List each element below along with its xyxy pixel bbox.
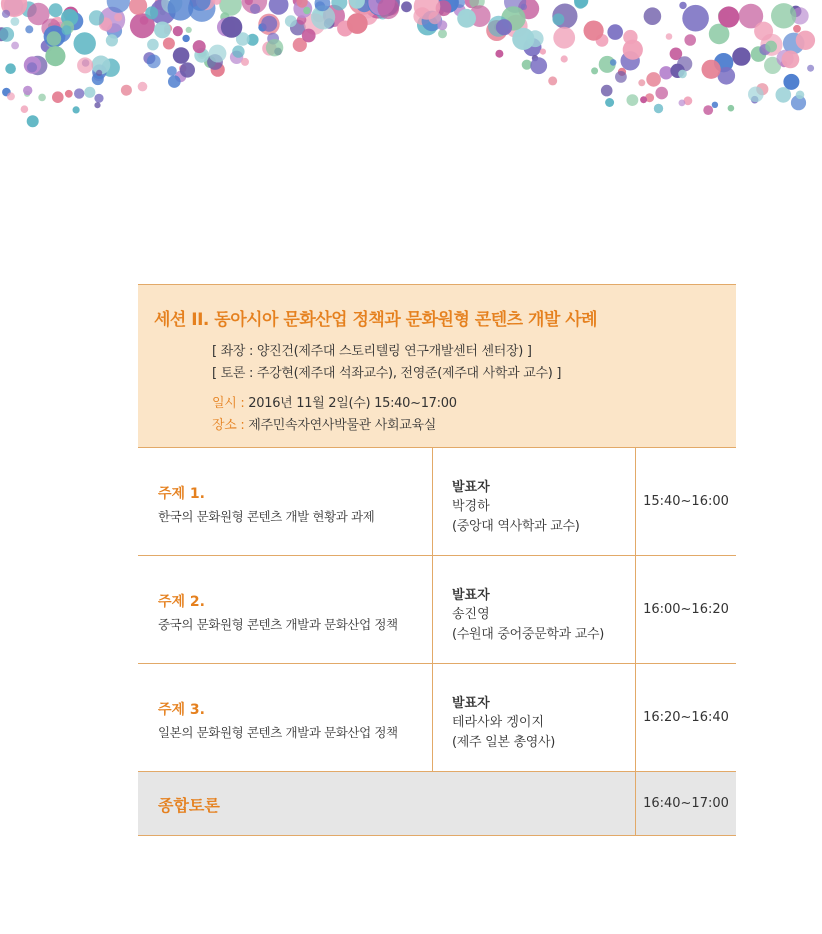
confetti-dot <box>140 16 149 25</box>
session-title: 세션 II. 동아시아 문화산업 정책과 문화원형 콘텐츠 개발 사례 <box>154 310 598 330</box>
confetti-dot <box>250 4 260 14</box>
confetti-dot <box>114 13 122 21</box>
summary-label: 종합토론 <box>158 796 220 815</box>
confetti-dot <box>548 76 557 85</box>
speaker-label: 발표자 <box>452 480 490 495</box>
session-schedule <box>138 284 736 836</box>
confetti-dot <box>457 9 476 28</box>
confetti-dot <box>607 24 623 40</box>
confetti-dot <box>644 7 662 25</box>
confetti-dot <box>561 55 568 62</box>
topic-title: 한국의 문화원형 콘텐츠 개발 현황과 과제 <box>158 509 375 524</box>
confetti-dot <box>65 90 73 98</box>
confetti-dot <box>11 17 20 26</box>
confetti-dot <box>94 102 100 108</box>
confetti-dot <box>167 66 177 76</box>
summary-row <box>138 772 736 836</box>
confetti-dot <box>782 51 800 69</box>
discussion-line: [ 토론 : 주강현(제주대 석좌교수), 전영준(제주대 사학과 교수) ] <box>212 366 562 381</box>
speaker-affiliation: (제주 일본 총영사) <box>452 735 556 750</box>
confetti-dot <box>703 105 713 115</box>
confetti-dot <box>796 91 805 100</box>
confetti-dot <box>712 102 718 108</box>
confetti-dot <box>728 105 735 112</box>
topic-title: 중국의 문화원형 콘텐츠 개발과 문화산업 정책 <box>158 617 398 632</box>
confetti-dot <box>679 100 686 107</box>
confetti-dot <box>25 25 33 33</box>
confetti-dot <box>584 21 604 41</box>
confetti-dot <box>654 104 663 113</box>
speaker-cell <box>433 556 636 663</box>
speaker-name: 테라사와 겡이지 <box>452 715 545 730</box>
chair-line: [ 좌장 : 양진건(제주대 스토리텔링 연구개발센터 센터장) ] <box>212 344 532 359</box>
confetti-dots-decoration <box>0 0 822 140</box>
confetti-dot <box>530 57 547 74</box>
confetti-dot <box>121 85 132 96</box>
confetti-dot <box>702 60 721 79</box>
session-header <box>138 284 736 448</box>
topic-cell <box>138 664 433 771</box>
topic-cell <box>138 448 433 555</box>
speaker-name: 송진영 <box>452 607 490 622</box>
confetti-dot <box>269 0 289 15</box>
confetti-dot <box>182 35 189 42</box>
topic-number: 주제 3. <box>158 702 205 718</box>
confetti-dot <box>807 65 814 72</box>
speaker-name: 박경하 <box>452 499 490 514</box>
topic-title: 일본의 문화원형 콘텐츠 개발과 문화산업 정책 <box>158 725 398 740</box>
confetti-dot <box>684 34 696 46</box>
confetti-dot <box>261 16 277 32</box>
confetti-dot <box>605 98 614 107</box>
confetti-dot <box>646 72 661 87</box>
confetti-dot <box>682 5 709 32</box>
confetti-dot <box>5 63 16 74</box>
confetti-dot <box>38 94 46 102</box>
confetti-dot <box>591 67 598 74</box>
confetti-dot <box>241 58 249 66</box>
confetti-dot <box>94 94 103 103</box>
confetti-dot <box>574 0 586 9</box>
confetti-dot <box>783 74 799 90</box>
confetti-dot <box>638 79 645 86</box>
speaker-cell <box>433 664 636 771</box>
confetti-dot <box>73 106 80 113</box>
time-cell: 16:00~16:20 <box>643 602 729 617</box>
confetti-dot <box>7 92 15 100</box>
confetti-dot <box>601 85 613 97</box>
topic-row-1 <box>138 448 736 556</box>
confetti-dot <box>138 82 148 92</box>
confetti-dot <box>2 10 10 18</box>
topic-cell <box>138 556 433 663</box>
confetti-dot <box>527 30 544 47</box>
confetti-dot <box>49 3 63 17</box>
confetti-dot <box>193 40 206 53</box>
date-line <box>212 392 457 411</box>
confetti-dot <box>11 42 19 50</box>
confetti-dot <box>655 87 668 100</box>
confetti-dot <box>266 39 283 56</box>
confetti-dot <box>754 22 773 41</box>
topic-row-3 <box>138 664 736 772</box>
topic-row-2 <box>138 556 736 664</box>
date-label: 일시 : <box>212 396 245 411</box>
confetti-dot <box>748 87 764 103</box>
confetti-dot <box>74 88 84 98</box>
topic-number: 주제 1. <box>158 486 205 502</box>
time-cell: 15:40~16:00 <box>643 494 729 509</box>
confetti-dot <box>154 22 171 39</box>
confetti-dot <box>52 91 64 103</box>
confetti-dot <box>89 10 104 25</box>
confetti-dot <box>496 19 512 35</box>
place-label: 장소 : <box>212 418 245 433</box>
confetti-dot <box>173 26 183 36</box>
confetti-dot <box>45 46 65 66</box>
confetti-dot <box>718 6 739 27</box>
date-value: 2016년 11월 2일(수) 15:40~17:00 <box>248 396 457 411</box>
speaker-label: 발표자 <box>452 696 490 711</box>
confetti-dot <box>623 40 643 60</box>
confetti-dot <box>77 57 93 73</box>
confetti-dot <box>147 39 159 51</box>
summary-cell <box>138 772 636 835</box>
confetti-dot <box>23 86 32 95</box>
confetti-dot <box>552 13 564 25</box>
confetti-dot <box>84 87 95 98</box>
confetti-dot <box>21 105 29 113</box>
confetti-dot <box>437 20 447 30</box>
confetti-dot <box>679 2 686 9</box>
confetti-dot <box>47 31 62 46</box>
confetti-dot <box>615 71 627 83</box>
confetti-dot <box>771 3 796 28</box>
time-cell: 16:20~16:40 <box>643 710 729 725</box>
confetti-dot <box>678 70 687 79</box>
confetti-dot <box>627 94 639 106</box>
confetti-dot <box>765 41 777 53</box>
speaker-cell <box>433 448 636 555</box>
confetti-dot <box>186 27 192 33</box>
confetti-dot <box>553 27 575 49</box>
confetti-dot <box>666 33 673 40</box>
confetti-dot <box>129 0 147 15</box>
confetti-dot <box>732 47 750 65</box>
confetti-dot <box>610 59 617 66</box>
confetti-dot <box>96 70 102 76</box>
confetti-dot <box>401 1 412 12</box>
place-value: 제주민속자연사박물관 사회교육실 <box>248 418 436 433</box>
speaker-label: 발표자 <box>452 588 490 603</box>
confetti-dot <box>232 45 244 57</box>
confetti-dot <box>106 34 118 46</box>
confetti-dot <box>640 96 647 103</box>
confetti-dot <box>793 25 801 33</box>
summary-time-cell: 16:40~17:00 <box>643 796 729 811</box>
confetti-dot <box>163 38 175 50</box>
speaker-affiliation: (수원대 중어중문학과 교수) <box>452 627 605 642</box>
confetti-dot <box>303 7 310 14</box>
confetti-dot <box>347 13 368 34</box>
confetti-dot <box>62 25 72 35</box>
confetti-dot <box>209 45 227 63</box>
confetti-dot <box>173 47 190 64</box>
speaker-affiliation: (중앙대 역사학과 교수) <box>452 519 580 534</box>
confetti-dot <box>221 16 242 37</box>
confetti-dot <box>495 50 503 58</box>
topic-number: 주제 2. <box>158 594 205 610</box>
confetti-dot <box>27 62 37 72</box>
confetti-dot <box>302 29 316 43</box>
confetti-dot <box>438 29 447 38</box>
confetti-dot <box>540 49 546 55</box>
confetti-dot <box>285 15 297 27</box>
confetti-dot <box>147 55 161 69</box>
confetti-dot <box>180 62 195 77</box>
place-line <box>212 414 436 433</box>
confetti-dot <box>27 115 39 127</box>
confetti-dot <box>796 31 815 50</box>
confetti-dot <box>0 27 14 42</box>
confetti-dot <box>74 32 96 54</box>
confetti-dot <box>168 75 181 88</box>
